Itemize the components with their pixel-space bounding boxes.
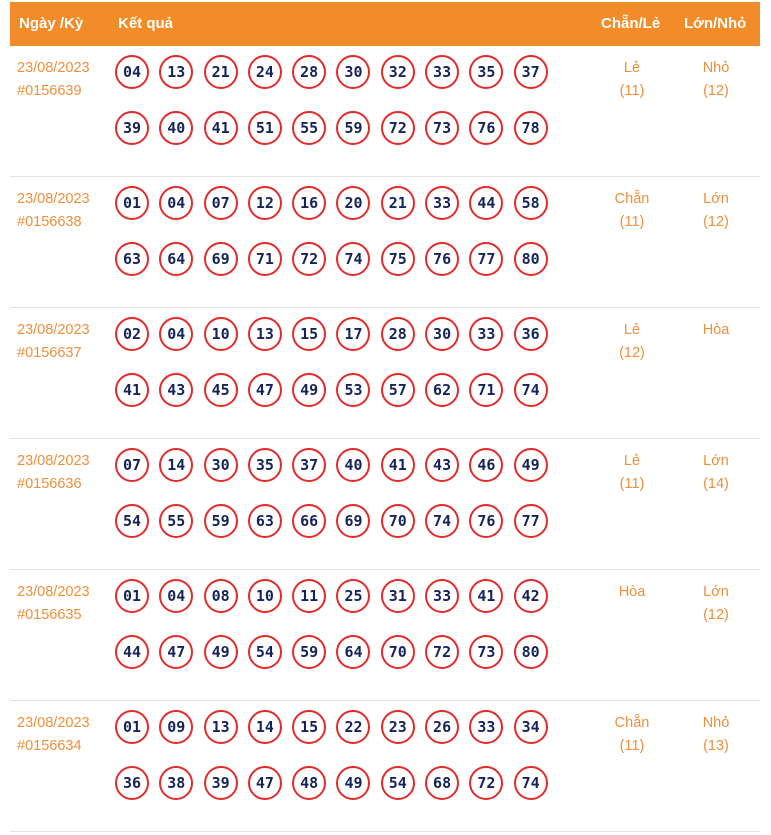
number-ball: 16	[292, 186, 326, 220]
number-ball: 24	[248, 55, 282, 89]
number-ball: 13	[159, 55, 193, 89]
number-ball: 21	[381, 186, 415, 220]
number-ball: 15	[292, 710, 326, 744]
draw-date: 23/08/2023	[17, 60, 90, 76]
number-ball: 76	[425, 242, 459, 276]
number-ball: 62	[425, 373, 459, 407]
parity-result: Lẻ	[623, 453, 641, 469]
number-ball: 49	[204, 635, 238, 669]
draw-date-cell	[17, 581, 90, 627]
number-ball: 80	[514, 635, 548, 669]
number-ball: 77	[514, 504, 548, 538]
header-size-label: Lớn/Nhỏ	[684, 15, 747, 32]
number-ball: 44	[469, 186, 503, 220]
number-ball: 26	[425, 710, 459, 744]
parity-result: Chẵn	[614, 715, 650, 731]
number-ball: 49	[292, 373, 326, 407]
table-row	[10, 701, 760, 832]
number-ball: 57	[381, 373, 415, 407]
table-body	[10, 46, 760, 832]
number-ball: 23	[381, 710, 415, 744]
draw-id: #0156638	[17, 214, 82, 230]
parity-result: Lẻ	[623, 60, 641, 76]
draw-id: #0156639	[17, 83, 82, 99]
number-ball: 70	[381, 504, 415, 538]
size-result: Lớn	[703, 453, 729, 469]
number-ball: 35	[469, 55, 503, 89]
table-row	[10, 177, 760, 308]
number-ball: 74	[425, 504, 459, 538]
table-row	[10, 439, 760, 570]
size-result: Hòa	[702, 322, 730, 338]
size-cell	[681, 319, 751, 342]
results-table	[10, 2, 760, 832]
number-ball: 09	[159, 710, 193, 744]
parity-count: (11)	[619, 738, 645, 754]
number-ball: 12	[248, 186, 282, 220]
number-ball: 41	[204, 111, 238, 145]
number-ball: 71	[248, 242, 282, 276]
number-ball: 48	[292, 766, 326, 800]
number-ball: 54	[248, 635, 282, 669]
number-ball: 80	[514, 242, 548, 276]
number-ball: 10	[204, 317, 238, 351]
result-numbers	[115, 710, 560, 800]
size-count: (12)	[703, 607, 729, 623]
draw-id: #0156635	[17, 607, 82, 623]
number-ball: 64	[336, 635, 370, 669]
table-row	[10, 308, 760, 439]
number-ball: 08	[204, 579, 238, 613]
size-cell	[681, 450, 751, 496]
number-ball: 42	[514, 579, 548, 613]
number-ball: 41	[115, 373, 149, 407]
number-ball: 78	[514, 111, 548, 145]
number-ball: 04	[159, 186, 193, 220]
number-ball: 15	[292, 317, 326, 351]
number-ball: 72	[292, 242, 326, 276]
number-ball: 41	[381, 448, 415, 482]
number-ball: 75	[381, 242, 415, 276]
number-ball: 04	[159, 579, 193, 613]
result-numbers	[115, 186, 560, 276]
header-parity-label: Chẵn/Lẻ	[601, 15, 661, 32]
result-numbers	[115, 317, 560, 407]
parity-cell	[597, 450, 667, 496]
number-ball: 25	[336, 579, 370, 613]
parity-cell	[597, 57, 667, 103]
number-ball: 36	[115, 766, 149, 800]
number-ball: 30	[336, 55, 370, 89]
number-ball: 37	[292, 448, 326, 482]
number-ball: 73	[469, 635, 503, 669]
number-ball: 69	[204, 242, 238, 276]
number-ball: 01	[115, 710, 149, 744]
size-result: Nhỏ	[702, 715, 730, 731]
number-ball: 33	[469, 317, 503, 351]
size-count: (13)	[703, 738, 729, 754]
result-numbers	[115, 448, 560, 538]
number-ball: 44	[115, 635, 149, 669]
size-count: (14)	[703, 476, 729, 492]
number-ball: 36	[514, 317, 548, 351]
parity-result: Lẻ	[623, 322, 641, 338]
draw-date-cell	[17, 188, 90, 234]
table-row	[10, 570, 760, 701]
number-ball: 47	[248, 373, 282, 407]
number-ball: 76	[469, 111, 503, 145]
number-ball: 01	[115, 186, 149, 220]
number-ball: 70	[381, 635, 415, 669]
number-ball: 72	[425, 635, 459, 669]
number-ball: 14	[248, 710, 282, 744]
draw-id: #0156637	[17, 345, 82, 361]
number-ball: 74	[514, 373, 548, 407]
number-ball: 55	[159, 504, 193, 538]
draw-date: 23/08/2023	[17, 191, 90, 207]
number-ball: 22	[336, 710, 370, 744]
draw-date-cell	[17, 450, 90, 496]
number-ball: 30	[204, 448, 238, 482]
number-ball: 33	[425, 579, 459, 613]
number-ball: 13	[204, 710, 238, 744]
number-ball: 28	[292, 55, 326, 89]
number-ball: 20	[336, 186, 370, 220]
number-ball: 07	[115, 448, 149, 482]
number-ball: 11	[292, 579, 326, 613]
size-result: Lớn	[703, 191, 729, 207]
number-ball: 73	[425, 111, 459, 145]
size-cell	[681, 581, 751, 627]
number-ball: 13	[248, 317, 282, 351]
number-ball: 21	[204, 55, 238, 89]
parity-cell	[597, 319, 667, 365]
number-ball: 39	[204, 766, 238, 800]
draw-date-cell	[17, 57, 90, 103]
number-ball: 76	[469, 504, 503, 538]
number-ball: 07	[204, 186, 238, 220]
number-ball: 74	[336, 242, 370, 276]
size-cell	[681, 712, 751, 758]
number-ball: 39	[115, 111, 149, 145]
draw-date: 23/08/2023	[17, 584, 90, 600]
number-ball: 33	[469, 710, 503, 744]
draw-date: 23/08/2023	[17, 715, 90, 731]
number-ball: 74	[514, 766, 548, 800]
result-numbers	[115, 579, 560, 669]
result-numbers	[115, 55, 560, 145]
number-ball: 49	[514, 448, 548, 482]
number-ball: 51	[248, 111, 282, 145]
number-ball: 31	[381, 579, 415, 613]
number-ball: 45	[204, 373, 238, 407]
number-ball: 59	[292, 635, 326, 669]
draw-date: 23/08/2023	[17, 322, 90, 338]
number-ball: 59	[336, 111, 370, 145]
draw-date-cell	[17, 319, 90, 365]
parity-cell	[597, 712, 667, 758]
number-ball: 77	[469, 242, 503, 276]
parity-cell	[597, 581, 667, 604]
number-ball: 69	[336, 504, 370, 538]
size-count: (12)	[703, 214, 729, 230]
number-ball: 02	[115, 317, 149, 351]
number-ball: 55	[292, 111, 326, 145]
size-cell	[681, 188, 751, 234]
number-ball: 53	[336, 373, 370, 407]
number-ball: 66	[292, 504, 326, 538]
number-ball: 33	[425, 186, 459, 220]
table-row	[10, 46, 760, 177]
draw-id: #0156636	[17, 476, 82, 492]
table-header	[10, 2, 760, 46]
number-ball: 37	[514, 55, 548, 89]
number-ball: 54	[381, 766, 415, 800]
number-ball: 17	[336, 317, 370, 351]
number-ball: 68	[425, 766, 459, 800]
number-ball: 43	[425, 448, 459, 482]
number-ball: 58	[514, 186, 548, 220]
size-cell	[681, 57, 751, 103]
number-ball: 14	[159, 448, 193, 482]
number-ball: 63	[248, 504, 282, 538]
parity-count: (11)	[619, 83, 645, 99]
number-ball: 71	[469, 373, 503, 407]
number-ball: 46	[469, 448, 503, 482]
number-ball: 40	[159, 111, 193, 145]
number-ball: 72	[469, 766, 503, 800]
draw-date: 23/08/2023	[17, 453, 90, 469]
size-result: Lớn	[703, 584, 729, 600]
number-ball: 47	[159, 635, 193, 669]
size-result: Nhỏ	[702, 60, 730, 76]
parity-count: (12)	[619, 345, 645, 361]
parity-result: Chẵn	[614, 191, 650, 207]
number-ball: 43	[159, 373, 193, 407]
number-ball: 01	[115, 579, 149, 613]
draw-date-cell	[17, 712, 90, 758]
number-ball: 72	[381, 111, 415, 145]
number-ball: 04	[159, 317, 193, 351]
number-ball: 64	[159, 242, 193, 276]
number-ball: 40	[336, 448, 370, 482]
parity-count: (11)	[619, 214, 645, 230]
number-ball: 32	[381, 55, 415, 89]
number-ball: 59	[204, 504, 238, 538]
number-ball: 47	[248, 766, 282, 800]
parity-count: (11)	[619, 476, 645, 492]
header-date-label: Ngày /Kỳ	[19, 15, 84, 32]
number-ball: 10	[248, 579, 282, 613]
parity-cell	[597, 188, 667, 234]
number-ball: 30	[425, 317, 459, 351]
header-result-label: Kết quả	[118, 15, 174, 32]
number-ball: 33	[425, 55, 459, 89]
number-ball: 38	[159, 766, 193, 800]
number-ball: 28	[381, 317, 415, 351]
size-count: (12)	[703, 83, 729, 99]
draw-id: #0156634	[17, 738, 82, 754]
number-ball: 49	[336, 766, 370, 800]
number-ball: 54	[115, 504, 149, 538]
number-ball: 34	[514, 710, 548, 744]
number-ball: 41	[469, 579, 503, 613]
number-ball: 04	[115, 55, 149, 89]
number-ball: 35	[248, 448, 282, 482]
number-ball: 63	[115, 242, 149, 276]
parity-result: Hòa	[618, 584, 646, 600]
